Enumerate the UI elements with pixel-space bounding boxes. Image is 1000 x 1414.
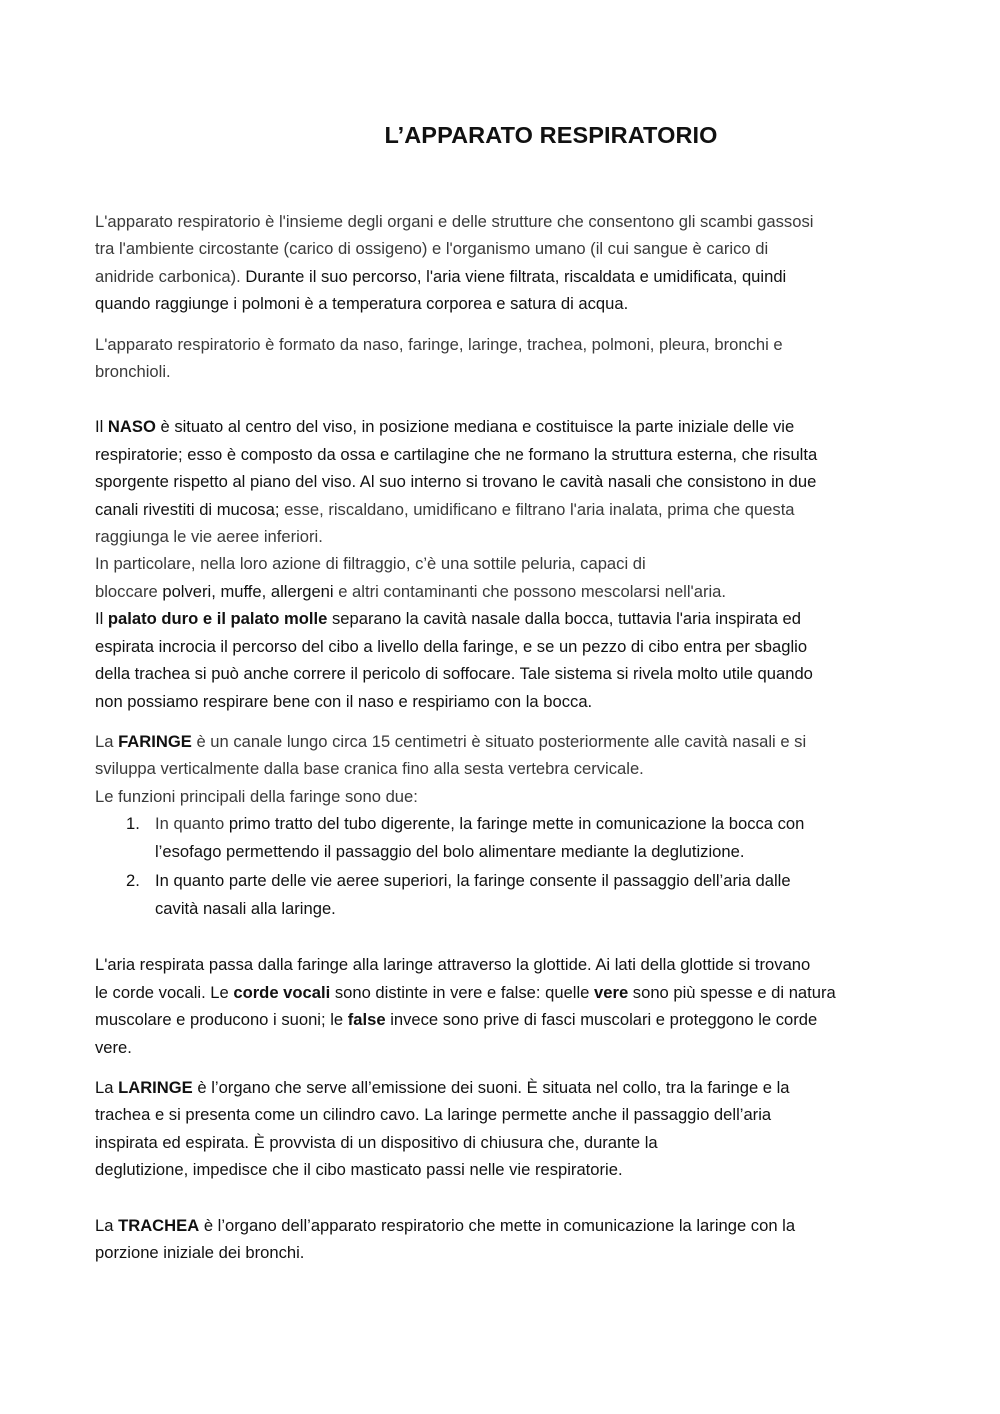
text-line: espirata incrocia il percorso del cibo a livello della faringe, e se un pezzo di cibo entra per sbaglio [95, 636, 808, 656]
text-line: L'apparato respiratorio è l'insieme degli organi e delle strutture che consentono gli scambi gassosi [95, 212, 814, 231]
text-line: sporgente rispetto al piano del viso. Al suo interno si trovano le cavità nasali che consistono in due [95, 472, 817, 492]
text-span: Durante il suo percorso, l'aria viene filtrata, riscaldata e umidificata, quindi [240, 266, 787, 286]
text-line: vere. [95, 1037, 132, 1057]
document-body [95, 208, 925, 1266]
text-span: è l’organo dell’apparato respiratorio che mette in comunicazione la laringe con la [199, 1215, 796, 1235]
text-line: In particolare, nella loro azione di filtraggio, c’è una sottile peluria, capaci di [95, 554, 646, 574]
section-keyword: NASO [107, 417, 156, 437]
text-line: non possiamo respirare bene con il naso e respiriamo con la bocca. [95, 691, 593, 711]
page-title: L’APPARATO RESPIRATORIO [384, 122, 718, 148]
text-span: La [95, 1077, 119, 1097]
text-span: sono distinte in vere e false: quelle [330, 982, 595, 1002]
section-keyword: TRACHEA [118, 1215, 200, 1235]
text-line [95, 728, 925, 755]
corde-paragraph [95, 951, 925, 1061]
trachea-paragraph [95, 1212, 925, 1267]
naso-paragraph [95, 413, 925, 714]
text-line: respiratorie; esso è composto da ossa e cartilagine che ne formano la struttura esterna, che risulta [95, 444, 818, 464]
text-span: La [95, 1215, 119, 1235]
text-span: separano la cavità nasale dalla bocca, tuttavia l'aria inspirata ed [327, 609, 801, 629]
text-line: bronchioli. [95, 362, 171, 382]
text-span: esse, riscaldano, umidificano e filtrano l'aria inalata, prima che questa [279, 499, 795, 519]
text-span: cavità nasali alla laringe. [155, 899, 336, 919]
text-span: è situato al centro del viso, in posizione mediana e costituisce la parte iniziale delle vie [155, 417, 795, 437]
text-line: Le funzioni principali della faringe sono due: [95, 786, 418, 806]
text-line [95, 979, 925, 1006]
text-span: sono più spesse e di natura [628, 982, 836, 1002]
text-line [95, 1212, 925, 1239]
text-span: primo tratto del tubo digerente, la faringe mette in comunicazione la bocca con [224, 814, 805, 834]
text-span: invece sono prive di fasci muscolari e proteggono le corde [385, 1010, 818, 1030]
text-line: porzione iniziale dei bronchi. [95, 1242, 305, 1262]
bold-phrase: palato duro e il palato molle [107, 609, 328, 629]
text-line [95, 1074, 925, 1101]
section-keyword: FARINGE [118, 731, 192, 751]
text-span: muscolare e producono i suoni; le [95, 1010, 348, 1030]
text-line [95, 605, 925, 632]
text-span: In quanto [155, 814, 225, 834]
composition-paragraph [95, 331, 925, 386]
functions-list [95, 810, 925, 923]
text-span: canali rivestiti di mucosa; [95, 499, 280, 519]
text-span: anidride carbonica). [95, 266, 241, 286]
text-span: polveri, muffe, allergeni [162, 581, 334, 601]
laringe-paragraph [95, 1074, 925, 1184]
text-line [95, 496, 925, 523]
text-span: è l’organo che serve all’emissione dei suoni. È situata nel collo, tra la faringe e la [192, 1077, 790, 1097]
text-line [95, 413, 925, 440]
text-span: bloccare [95, 581, 163, 601]
text-line: L'apparato respiratorio è formato da naso, faringe, laringe, trachea, polmoni, pleura, bronchi e [95, 334, 783, 354]
text-span: le corde vocali. Le [95, 982, 234, 1002]
text-span: è un canale lungo circa 15 centimetri è situato posteriormente alle cavità nasali e si [191, 731, 807, 751]
text-line [95, 1006, 925, 1033]
faringe-paragraph [95, 728, 925, 923]
text-line: L'aria respirata passa dalla faringe alla laringe attraverso la glottide. Ai lati della glottide si trovano [95, 955, 811, 975]
text-line: sviluppa verticalmente dalla base cranica fino alla sesta vertebra cervicale. [95, 759, 644, 779]
list-item [95, 867, 925, 924]
text-span: In quanto parte delle vie aeree superiori, la faringe consente il passaggio dell’aria dalle [155, 870, 791, 890]
text-line [95, 263, 925, 290]
list-item [95, 810, 925, 867]
text-line: raggiunga le vie aeree inferiori. [95, 527, 323, 547]
text-line [95, 578, 925, 605]
text-line: inspirata ed espirata. È provvista di un dispositivo di chiusura che, durante la [95, 1132, 658, 1152]
text-span: Il [95, 609, 108, 629]
text-line: della trachea si può anche correre il pericolo di soffocare. Tale sistema si rivela molto utile quando [95, 664, 813, 684]
text-span: e altri contaminanti che possono mescolarsi nell'aria. [333, 581, 727, 601]
bold-phrase: corde vocali [233, 982, 331, 1002]
text-line: deglutizione, impedisce che il cibo masticato passi nelle vie respiratorie. [95, 1160, 623, 1180]
text-span: La [95, 731, 119, 751]
text-line: tra l'ambiente circostante (carico di ossigeno) e l'organismo umano (il cui sangue è carico di [95, 239, 769, 259]
bold-phrase: vere [594, 982, 629, 1002]
list-number: 1. [126, 814, 140, 834]
text-span: Il [95, 417, 108, 437]
text-line: trachea e si presenta come un cilindro cavo. La laringe permette anche il passaggio dell’aria [95, 1105, 772, 1125]
text-line: quando raggiunge i polmoni è a temperatura corporea e satura di acqua. [95, 294, 629, 314]
section-keyword: LARINGE [118, 1077, 193, 1097]
text-span: l’esofago permettendo il passaggio del bolo alimentare mediante la deglutizione. [155, 842, 745, 862]
intro-paragraph [95, 208, 925, 318]
list-number: 2. [126, 870, 140, 890]
bold-phrase: false [347, 1010, 386, 1030]
